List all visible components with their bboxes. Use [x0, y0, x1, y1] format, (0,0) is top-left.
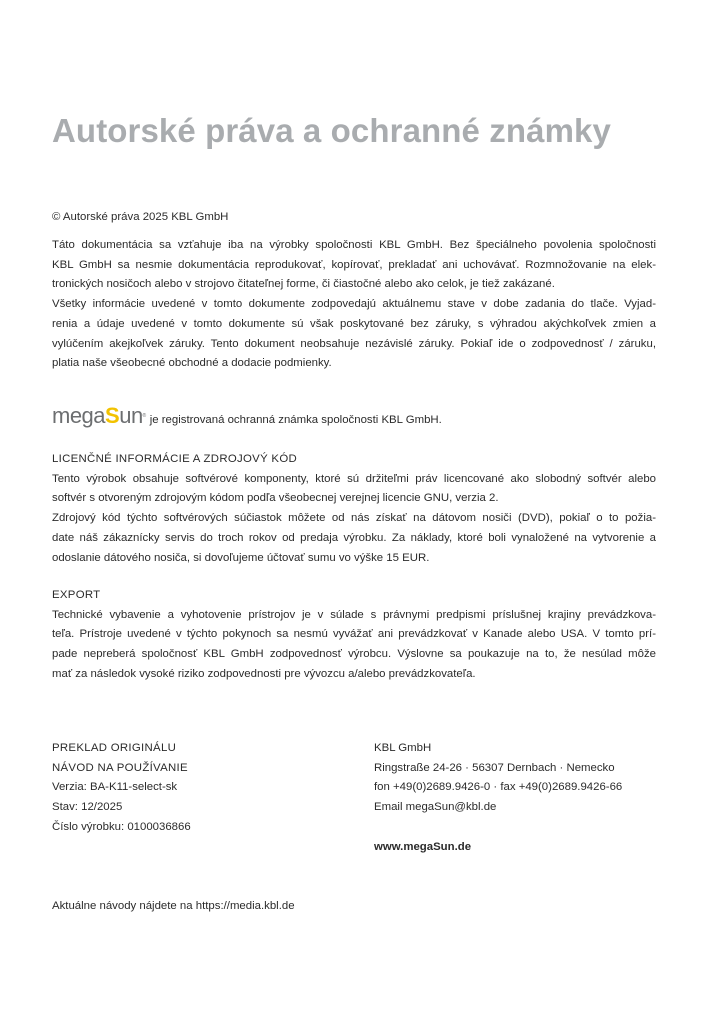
document-info	[52, 739, 352, 838]
logo-text-mega: mega	[52, 403, 106, 428]
export-section	[52, 586, 656, 685]
manuals-note: Aktuálne návody nájdete na https://media.kbl.de	[52, 900, 295, 912]
text-line: platia naše všeobecné obchodné a dodacie podmienky.	[52, 357, 332, 370]
text-line: pade nepreberá spoločnosť KBL GmbH zodpovednosť výrobcu. Výslovne sa poukazuje na to, že nesúlad môže	[52, 648, 656, 661]
text-line: teľa. Prístroje uvedené v týchto pokynoch sa nesmú vyvážať ani prevádzkovať v Kanade alebo USA. V tomto prí-	[52, 628, 656, 641]
company-email[interactable]: Email megaSun@kbl.de	[374, 801, 497, 814]
copyright-paragraph	[52, 236, 656, 374]
trademark-text: je registrovaná ochranná známka spoločnosti KBL GmbH.	[149, 414, 442, 426]
text-line: renia a údaje uvedené v tomto dokumente sú však poskytované bez záruky, s výhradou akýchkoľvek zmien a	[52, 317, 656, 330]
export-heading: EXPORT	[52, 589, 101, 601]
company-address: Ringstraße 24-26 · 56307 Dernbach · Nemecko	[374, 761, 615, 774]
manual-label: NÁVOD NA POUŽÍVANIE	[52, 761, 188, 774]
license-section	[52, 450, 656, 568]
text-line: Táto dokumentácia sa vzťahuje iba na výrobky spoločnosti KBL GmbH. Bez špeciálneho povolenia spoločnosti	[52, 239, 656, 251]
text-line: date náš zákaznícky servis do troch rokov od predaja výrobku. Za náklady, ktoré boli vynaložené na vytvorenie a	[52, 531, 656, 544]
text-line: softvér s otvoreným zdrojovým kódom podľa všeobecnej verejnej licencie GNU, verzia 2.	[52, 492, 499, 505]
translation-label: PREKLAD ORIGINÁLU	[52, 742, 177, 754]
copyright-notice: © Autorské práva 2025 KBL GmbH	[52, 211, 229, 223]
text-line: Všetky informácie uvedené v tomto dokumente zodpovedajú aktuálnemu stave v dobe zadania do tlače. Vyjad-	[52, 298, 656, 311]
company-name: KBL GmbH	[374, 742, 432, 754]
company-phone-fax: fon +49(0)2689.9426-0 · fax +49(0)2689.9426-66	[374, 781, 623, 794]
logo-text-s: S	[105, 403, 120, 428]
text-line: Zdrojový kód týchto softvérových súčiastok môžete od nás získať na dátovom nosiči (DVD), pokiaľ o to požia-	[52, 512, 656, 525]
company-info	[374, 739, 674, 857]
spacer	[374, 818, 674, 838]
megasun-logo	[52, 403, 146, 428]
website-link[interactable]: www.megaSun.de	[374, 840, 472, 853]
status-text: Stav: 12/2025	[52, 801, 123, 814]
text-line: odoslanie dátového nosiča, si dovoľujeme účtovať sumu vo výške 15 EUR.	[52, 551, 430, 564]
text-line: vylúčením akejkoľvek záruky. Tento dokument neobsahuje nezávislé záruky. Pokiaľ ide o zodpovednosť / záruku,	[52, 337, 656, 350]
registered-icon: ®	[142, 413, 146, 419]
product-number: Číslo výrobku: 0100036866	[52, 820, 191, 833]
trademark-notice	[52, 405, 656, 427]
logo-text-un: un	[119, 403, 143, 428]
text-line: tronických nosičoch alebo v strojovo čitateľnej forme, či čiastočné alebo ako celok, je tiež zakázané.	[52, 278, 555, 291]
text-line: KBL GmbH sa nesmie dokumentácia reprodukovať, kopírovať, prekladať ani uchovávať. Rozmnožovanie na elek-	[52, 258, 656, 271]
text-line: Technické vybavenie a vyhotovenie prístrojov je v súlade s právnymi predpismi príslušnej krajiny prevádzkova-	[52, 608, 656, 621]
version-text: Verzia: BA-K11-select-sk	[52, 781, 178, 794]
text-line: mať za následok vysoké riziko zodpovednosti pre vývozcu a/alebo prevádzkovateľa.	[52, 667, 476, 680]
text-line: Tento výrobok obsahuje softvérové komponenty, ktoré sú držiteľmi práv licencované ako slobodný softvér alebo	[52, 472, 656, 485]
license-heading: LICENČNÉ INFORMÁCIE A ZDROJOVÝ KÓD	[52, 453, 298, 465]
page-title: Autorské práva a ochranné známky	[52, 112, 611, 149]
